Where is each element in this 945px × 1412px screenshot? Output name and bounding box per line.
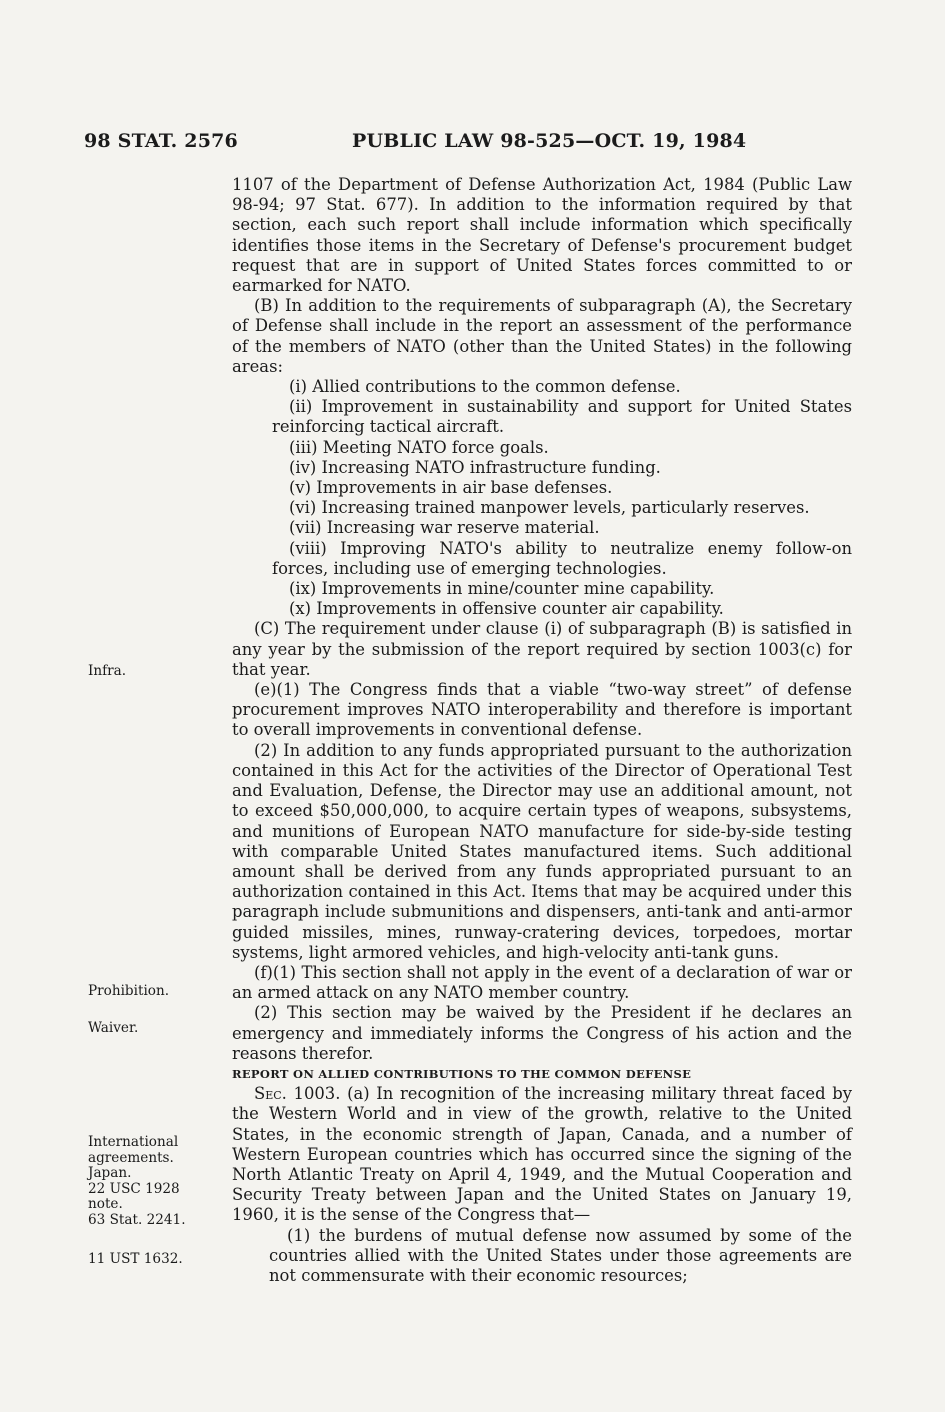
section-heading: REPORT ON ALLIED CONTRIBUTIONS TO THE COMMON DEFENSE	[232, 1066, 692, 1081]
margin-note-waiver: Waiver.	[88, 1020, 139, 1036]
paragraph-e2: (2) In addition to any funds appropriated pursuant to the authorization contained in this Act for the activities of the Director of Operational Test and Evaluation, Defense, the Director may use an additional amount, not to exceed $50,000,000, to acquire certain types of weapons, subsystems, and munitions of European NATO manufacture for side-by-side testing with comparable United States manufactured items. Such additional amount shall be derived from any funds appropriated pursuant to an authorization contained in this Act. Items that may be acquired under this paragraph include submunitions and dispensers, anti-tank and anti-armor guided missiles, mines, runway-cratering devices, torpedoes, mortar systems, light armored vehicles, and high-velocity anti-tank guns.	[232, 740, 852, 962]
margin-note-line: International	[88, 1134, 179, 1150]
clause-ii: (ii) Improvement in sustainability and support for United States reinforcing tactical aircraft.	[272, 397, 852, 437]
clause-iii: (iii) Meeting NATO force goals.	[289, 437, 549, 457]
margin-note-line: Japan.	[88, 1165, 132, 1181]
section-1003-a	[232, 1084, 852, 1225]
margin-note-international-agreements	[88, 1135, 186, 1228]
clause-vi: (vi) Increasing trained manpower levels, particularly reserves.	[289, 498, 810, 518]
section-label: Sec. 1003.	[254, 1084, 341, 1104]
statute-page-reference: 98 STAT. 2576	[84, 130, 238, 152]
clause-ix: (ix) Improvements in mine/counter mine capability.	[289, 579, 715, 599]
statute-body	[232, 175, 852, 1286]
public-law-title: PUBLIC LAW 98-525—OCT. 19, 1984	[352, 130, 747, 152]
margin-note-line: 22 USC 1928	[88, 1180, 180, 1197]
clause-iv: (iv) Increasing NATO infrastructure funding.	[289, 457, 661, 477]
paragraph-e1: (e)(1) The Congress finds that a viable “two-way street” of defense procurement improves NATO interoperability and therefore is important to overall improvements in conventional defense.	[232, 680, 852, 740]
margin-note-infra: Infra.	[88, 663, 127, 679]
margin-note-line: 63 Stat. 2241.	[88, 1211, 186, 1228]
margin-note-prohibition: Prohibition.	[88, 983, 170, 999]
paragraph-continuation: 1107 of the Department of Defense Authorization Act, 1984 (Public Law 98-94; 97 Stat. 677). In addition to the information required by that section, each such report shall include information which specifically identifies those items in the Secretary of Defense's procurement budget request that are in support of United States forces committed to or earmarked for NATO.	[232, 175, 852, 296]
section-1003-a-text: (a) In recognition of the increasing military threat faced by the Western World and in view of the growth, relative to the United States, in the economic strength of Japan, Canada, and a number of Western European countries which has occurred since the signing of the North Atlantic Treaty on April 4, 1949, and the Mutual Cooperation and Security Treaty between Japan and the United States on January 19, 1960, it is the sense of the Congress that—	[232, 1084, 852, 1225]
clause-viii: (viii) Improving NATO's ability to neutralize enemy follow-on forces, including use of emerging technologies.	[272, 538, 852, 578]
margin-note-ust: 11 UST 1632.	[88, 1251, 183, 1267]
clause-vii: (vii) Increasing war reserve material.	[289, 518, 600, 538]
paragraph-c: (C) The requirement under clause (i) of subparagraph (B) is satisfied in any year by the submission of the report required by section 1003(c) for that year.	[232, 619, 852, 679]
paragraph-f1: (f)(1) This section shall not apply in the event of a declaration of war or an armed attack on any NATO member country.	[232, 962, 852, 1003]
margin-note-line: note.	[88, 1196, 123, 1212]
paragraph-f2: (2) This section may be waived by the President if he declares an emergency and immediately informs the Congress of his action and the reasons therefor.	[232, 1003, 852, 1063]
clause-x: (x) Improvements in offensive counter air capability.	[289, 599, 724, 619]
paragraph-1: (1) the burdens of mutual defense now assumed by some of the countries allied with the United States under those agreements are not commensurate with their economic resources;	[269, 1225, 852, 1285]
page-header	[0, 130, 945, 160]
paragraph-b: (B) In addition to the requirements of subparagraph (A), the Secretary of Defense shall include in the report an assessment of the performance of the members of NATO (other than the United States) in the following areas:	[232, 296, 852, 376]
clause-i: (i) Allied contributions to the common defense.	[289, 377, 681, 397]
margin-note-line: agreements.	[88, 1149, 174, 1166]
clause-v: (v) Improvements in air base defenses.	[289, 478, 613, 498]
